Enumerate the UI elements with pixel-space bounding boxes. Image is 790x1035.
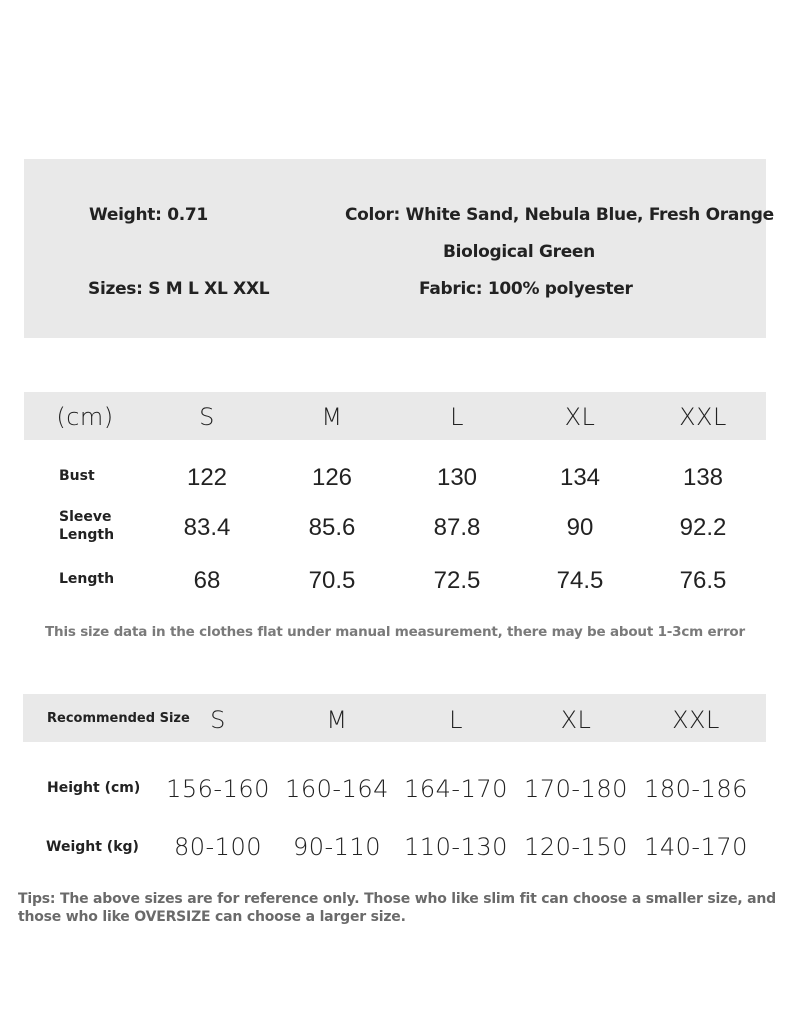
color-text: Color: White Sand, Nebula Blue, Fresh Orange <box>345 205 774 225</box>
row-label-length: Length <box>59 571 115 587</box>
sizes-text: Sizes: S M L XL XXL <box>88 279 270 299</box>
sleeve-l: 87.8 <box>433 514 481 541</box>
bust-l: 130 <box>436 464 478 491</box>
length-l: 72.5 <box>433 567 481 594</box>
rec-size-xxl: XXL <box>672 706 720 734</box>
bust-s: 122 <box>186 464 228 491</box>
unit-header: (cm) <box>56 403 114 431</box>
weight-m: 90-110 <box>292 833 381 861</box>
bust-xxl: 138 <box>682 464 724 491</box>
row-label-height: Height (cm) <box>47 780 141 796</box>
size-header-xl: XL <box>564 403 596 431</box>
length-xl: 74.5 <box>556 567 604 594</box>
height-l: 164-170 <box>404 775 508 803</box>
height-xl: 170-180 <box>524 775 628 803</box>
fabric-text: Fabric: 100% polyester <box>419 279 633 299</box>
measurement-note: This size data in the clothes flat under manual measurement, there may be about 1-3cm error <box>45 624 745 640</box>
sleeve-m: 85.6 <box>308 514 356 541</box>
weight-l: 110-130 <box>404 833 508 861</box>
height-xxl: 180-186 <box>644 775 748 803</box>
tips-text: Tips: The above sizes are for reference only. Those who like slim fit can choose a smaller size, and those who like OVERSIZE can choose a larger size. <box>18 891 777 925</box>
sleeve-xxl: 92.2 <box>679 514 727 541</box>
length-m: 70.5 <box>308 567 356 594</box>
length-s: 68 <box>193 567 221 594</box>
size-header-m: M <box>321 403 343 431</box>
row-label-bust: Bust <box>59 468 95 484</box>
recommended-size-header: Recommended Size <box>47 711 190 726</box>
weight-text: Weight: 0.71 <box>89 205 208 225</box>
bust-m: 126 <box>311 464 353 491</box>
height-m: 160-164 <box>285 775 389 803</box>
weight-xxl: 140-170 <box>644 833 748 861</box>
size-header-xxl: XXL <box>679 403 727 431</box>
row-label-sleeve-length <box>59 508 114 544</box>
sleeve-s: 83.4 <box>183 514 231 541</box>
length-xxl: 76.5 <box>679 567 727 594</box>
size-header-s: S <box>199 403 215 431</box>
rec-size-m: M <box>326 706 348 734</box>
row-label-sleeve-line2: Length <box>59 527 115 543</box>
weight-s: 80-100 <box>173 833 262 861</box>
rec-size-l: L <box>449 706 463 734</box>
bust-xl: 134 <box>559 464 601 491</box>
height-s: 156-160 <box>166 775 270 803</box>
sleeve-xl: 90 <box>566 514 594 541</box>
size-header-l: L <box>450 403 464 431</box>
product-info-panel <box>24 159 766 338</box>
rec-size-s: S <box>210 706 226 734</box>
row-label-sleeve-line1: Sleeve <box>59 509 112 525</box>
rec-size-xl: XL <box>560 706 592 734</box>
weight-xl: 120-150 <box>524 833 628 861</box>
color-text-continued: Biological Green <box>443 242 595 262</box>
row-label-weight: Weight (kg) <box>46 839 139 855</box>
